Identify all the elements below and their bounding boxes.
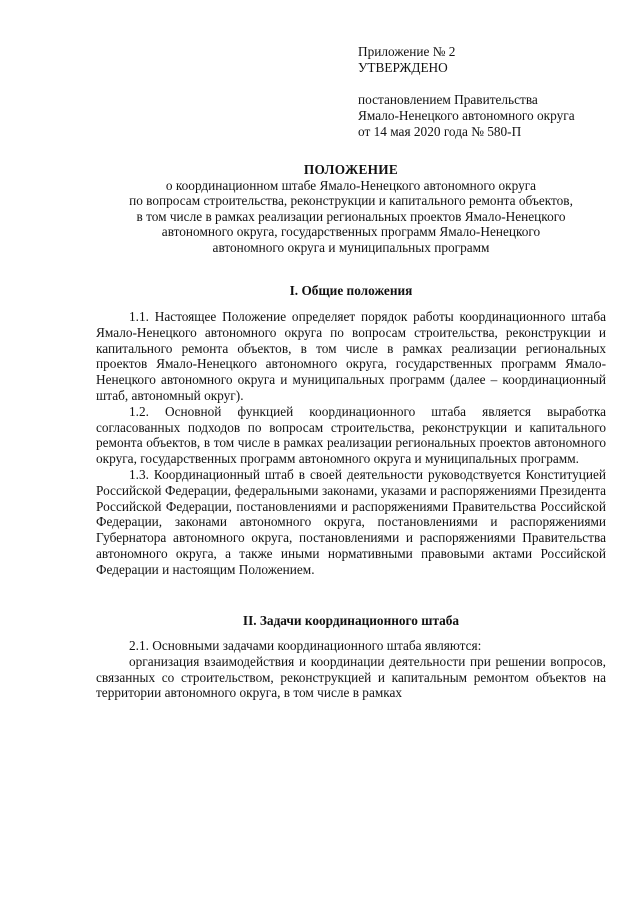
paragraph-1-3: 1.3. Координационный штаб в своей деятельности руководствуется Конституцией Российской Федерации, федеральными законами, указами и распоряжениями Президента Российской Федерации, постановлениями и распоряжениями Правительства Российской Федерации, законами автономного округа, постановлениями и распоряжениями Губернатора автономного округа, постановлениями и распоряжениями Правительства автономного округа, а также иными нормативными правовыми актами Российской Федерации и настоящим Положением.: [96, 466, 606, 577]
paragraph-1-1: 1.1. Настоящее Положение определяет порядок работы координационного штаба Ямало-Ненецкого автономного округа по вопросам строительства, реконструкции и капитального ремонта объектов, в том числе в рамках реализации региональных проектов Ямало-Ненецкого автономного округа, государственных программ Ямало-Ненецкого автономного округа и муниципальных программ (далее – координационный штаб, автономный округ).: [96, 309, 606, 403]
paragraph-1-2: 1.2. Основной функцией координационного штаба является выработка согласованных подходов по вопросам строительства, реконструкции и капитального ремонта объектов, в том числе в рамках реализации региональных проектов автономного округа, государственных программ автономного округа и муниципальных программ.: [96, 403, 606, 467]
section-1-body: [96, 309, 606, 578]
title-line-5: автономного округа и муниципальных программ: [212, 239, 490, 255]
annex-number: Приложение № 2: [358, 44, 456, 59]
document-title: ПОЛОЖЕНИЕ: [303, 162, 399, 177]
title-line-4: автономного округа, государственных программ Ямало-Ненецкого: [161, 224, 541, 240]
section-2-heading: II. Задачи координационного штаба: [242, 613, 460, 628]
paragraph-2-1: 2.1. Основными задачами координационного штаба являются:: [129, 638, 482, 653]
document-title-block: [96, 162, 606, 256]
section-2-body: [96, 638, 606, 701]
approval-line-1: постановлением Правительства: [358, 92, 538, 107]
approval-line-3: от 14 мая 2020 года № 580-П: [358, 124, 522, 139]
title-line-1: о координационном штабе Ямало-Ненецкого автономного округа: [165, 177, 537, 193]
paragraph-2-1-item: организация взаимодействия и координации деятельности при решении вопросов, связанных со строительством, реконструкцией и капитальным ремонтом объектов на территории автономного округа, в том числе в рамках: [96, 653, 606, 701]
title-line-3: в том числе в рамках реализации региональных проектов Ямало-Ненецкого: [136, 208, 566, 224]
approval-block: [358, 44, 628, 140]
title-line-2: по вопросам строительства, реконструкции и капитального ремонта объектов,: [129, 193, 573, 209]
approval-line-2: Ямало-Ненецкого автономного округа: [358, 108, 575, 123]
section-1-heading: I. Общие положения: [289, 283, 413, 298]
approved-stamp: УТВЕРЖДЕНО: [358, 60, 448, 75]
